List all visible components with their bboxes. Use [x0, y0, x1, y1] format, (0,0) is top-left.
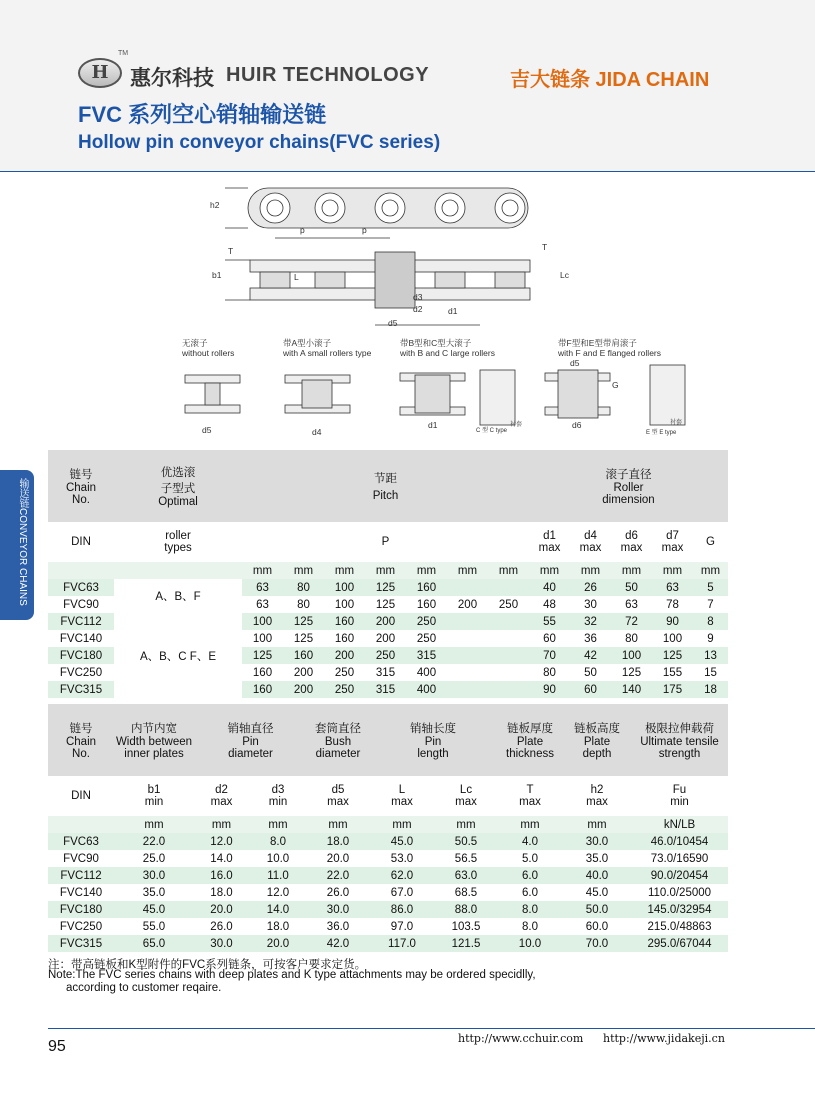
- t2-units-row: mm mm mm mm mm mm mm mm kN/LB: [48, 816, 728, 833]
- small-label-bush-2: 衬套: [670, 420, 683, 426]
- table-row: FVC112 30.0 16.0 11.0 22.0 62.0 63.0 6.0 40.0 90.0/20454: [48, 867, 728, 884]
- table-row: FVC315 65.0 30.0 20.0 42.0 117.0 121.5 10.0 70.0 295.0/67044: [48, 935, 728, 952]
- footer-divider: [48, 1028, 815, 1029]
- caption-4-en: with F and E flanged rollers: [558, 348, 661, 358]
- t1-group-abcfe: A、B、C F、E: [114, 613, 242, 698]
- caption-1-cn: 无滚子: [182, 338, 208, 348]
- brand-name-en: HUIR TECHNOLOGY: [226, 64, 430, 86]
- small-label-e-type: E 型 E type: [646, 430, 677, 436]
- t1-sub-d6: d6 max: [620, 530, 643, 554]
- table-row: FVC90 63 80 100 125 160 200 250 48 30 63 78 7: [63, 598, 714, 611]
- caption-3-cn: 带B型和C型大滚子: [400, 338, 472, 348]
- table-row: FVC63 A、B、F 63 80 100 125 160 40 26 50 63 5: [48, 579, 728, 596]
- table-row: FVC140 100 125 160 200 250 60 36 80 100 9: [59, 632, 714, 645]
- footer-url-cchuir[interactable]: http://www.cchuir.com: [458, 1032, 584, 1045]
- page-title-cn: FVC 系列空心销轴输送链: [78, 102, 327, 127]
- trademark-mark: TM: [118, 50, 129, 57]
- small-label-g: G: [612, 380, 619, 390]
- chain-drawing: [180, 180, 700, 445]
- small-label-d1: d1: [428, 420, 438, 430]
- t2-header-pin-diameter: 销轴直径 Pin diameter: [194, 704, 307, 776]
- brand-name-cn: 惠尔科技: [130, 67, 214, 90]
- t1-sub-d7: d7 max: [661, 530, 684, 554]
- page-title-en: Hollow pin conveyor chains(FVC series): [78, 132, 441, 153]
- t2-sub-row: DIN b1 min d2 max d3 min d5 max L max Lc max T max h2 max Fu min: [71, 784, 689, 808]
- note-cn: 注：带高链板和K型附件的FVC系列链条，可按客户要求定货。: [48, 959, 367, 971]
- table-row: FVC112 A、B、C F、E 100 125 160 200 250 55 32 72 90 8: [48, 613, 728, 630]
- dimension-strength-table: [48, 704, 728, 952]
- dim-b1: b1: [212, 270, 222, 280]
- dim-p1: p: [300, 225, 305, 235]
- t1-sub-din: DIN: [71, 536, 91, 548]
- side-section-label: 输送链CONVEYOR CHAINS: [17, 478, 28, 606]
- caption-2-cn: 带A型小滚子: [283, 338, 332, 348]
- dim-d5: d5: [388, 318, 398, 328]
- dim-d2: d2: [413, 304, 423, 314]
- caption-1-en: without rollers: [182, 348, 235, 358]
- small-label-d5: d5: [202, 425, 212, 435]
- small-label-bush-1: 衬套: [510, 422, 523, 428]
- t1-units-row: mm mm mm mm mm mm mm mm mm mm mm mm: [48, 562, 728, 579]
- t1-header-roller: 滚子直径 Roller dimension: [529, 450, 728, 522]
- t2-header-pin-length: 销轴长度 Pin length: [369, 704, 497, 776]
- roller-pitch-table: [48, 450, 728, 698]
- note-en-line1: Note:The FVC series chains with deep plates and K type attachments may be ordered specidlly,: [48, 969, 536, 981]
- small-label-c-type: C 型 C type: [476, 428, 508, 434]
- table-row: FVC63 22.0 12.0 8.0 18.0 45.0 50.5 4.0 30.0 46.0/10454: [48, 833, 728, 850]
- dim-t1: T: [228, 246, 234, 256]
- caption-4-cn: 带F型和E型带肩滚子: [558, 338, 637, 348]
- dim-d3: d3: [413, 292, 423, 302]
- table-row: FVC315 160 200 250 315 400 90 60 140 175 18: [48, 681, 728, 698]
- t1-header-chain: 链号 Chain No.: [48, 450, 114, 522]
- t2-header-plate-thickness: 链板厚度 Plate thickness: [497, 704, 563, 776]
- t1-sub-g: G: [706, 536, 715, 548]
- dim-p2: p: [362, 225, 367, 235]
- small-label-d5b: d5: [570, 358, 580, 368]
- t1-sub-p: P: [381, 536, 390, 548]
- caption-2-en: with A small rollers type: [283, 348, 372, 358]
- dim-l: L: [294, 272, 299, 282]
- chain-diagram: [180, 180, 700, 450]
- table-row: FVC180 45.0 20.0 14.0 30.0 86.0 88.0 8.0 50.0 145.0/32954: [48, 901, 728, 918]
- t1-header-pitch: 节距 Pitch: [242, 450, 529, 522]
- t2-header-chain: 链号 Chain No.: [48, 704, 114, 776]
- small-label-d4: d4: [312, 427, 322, 437]
- table-row: FVC250 55.0 26.0 18.0 36.0 97.0 103.5 8.0 60.0 215.0/48863: [59, 920, 712, 933]
- table-row: FVC180 125 160 200 250 315 70 42 100 125 13: [48, 647, 728, 664]
- t1-header-optimal: 优选滚 子型式 Optimal: [114, 450, 242, 522]
- dim-t2: T: [542, 242, 548, 252]
- page-number: 95: [48, 1038, 66, 1055]
- dim-d1: d1: [448, 306, 458, 316]
- footer-url-jidakeji[interactable]: http://www.jidakeji.cn: [603, 1032, 725, 1045]
- t2-header-width: 内节内宽 Width between inner plates: [114, 704, 194, 776]
- t1-sub-d1: d1 max: [538, 530, 561, 554]
- t2-header-strength: 极限拉伸载荷 Ultimate tensile strength: [631, 704, 728, 776]
- dim-h2: h2: [210, 200, 220, 210]
- small-label-d6: d6: [572, 420, 582, 430]
- t1-sub-types: roller types: [164, 530, 192, 554]
- jida-chain-brand: 吉大链条 JIDA CHAIN: [510, 69, 710, 91]
- huir-logo: H: [78, 58, 122, 88]
- t2-header-plate-depth: 链板高度 Plate depth: [563, 704, 631, 776]
- table-row: FVC90 25.0 14.0 10.0 20.0 53.0 56.5 5.0 35.0 73.0/16590: [63, 852, 709, 865]
- t2-header-bush-diameter: 套筒直径 Bush diameter: [307, 704, 369, 776]
- note-en-line2: according to customer reqaire.: [66, 982, 222, 994]
- caption-3-en: with B and C large rollers: [400, 348, 495, 358]
- dim-lc: Lc: [560, 270, 569, 280]
- header-divider: [0, 171, 815, 172]
- table-row: FVC250 160 200 250 315 400 80 50 125 155 15: [59, 666, 717, 679]
- t1-group-abf: A、B、F: [114, 579, 242, 613]
- table-row: FVC140 35.0 18.0 12.0 26.0 67.0 68.5 6.0 45.0 110.0/25000: [59, 886, 712, 899]
- t1-sub-d4: d4 max: [579, 530, 602, 554]
